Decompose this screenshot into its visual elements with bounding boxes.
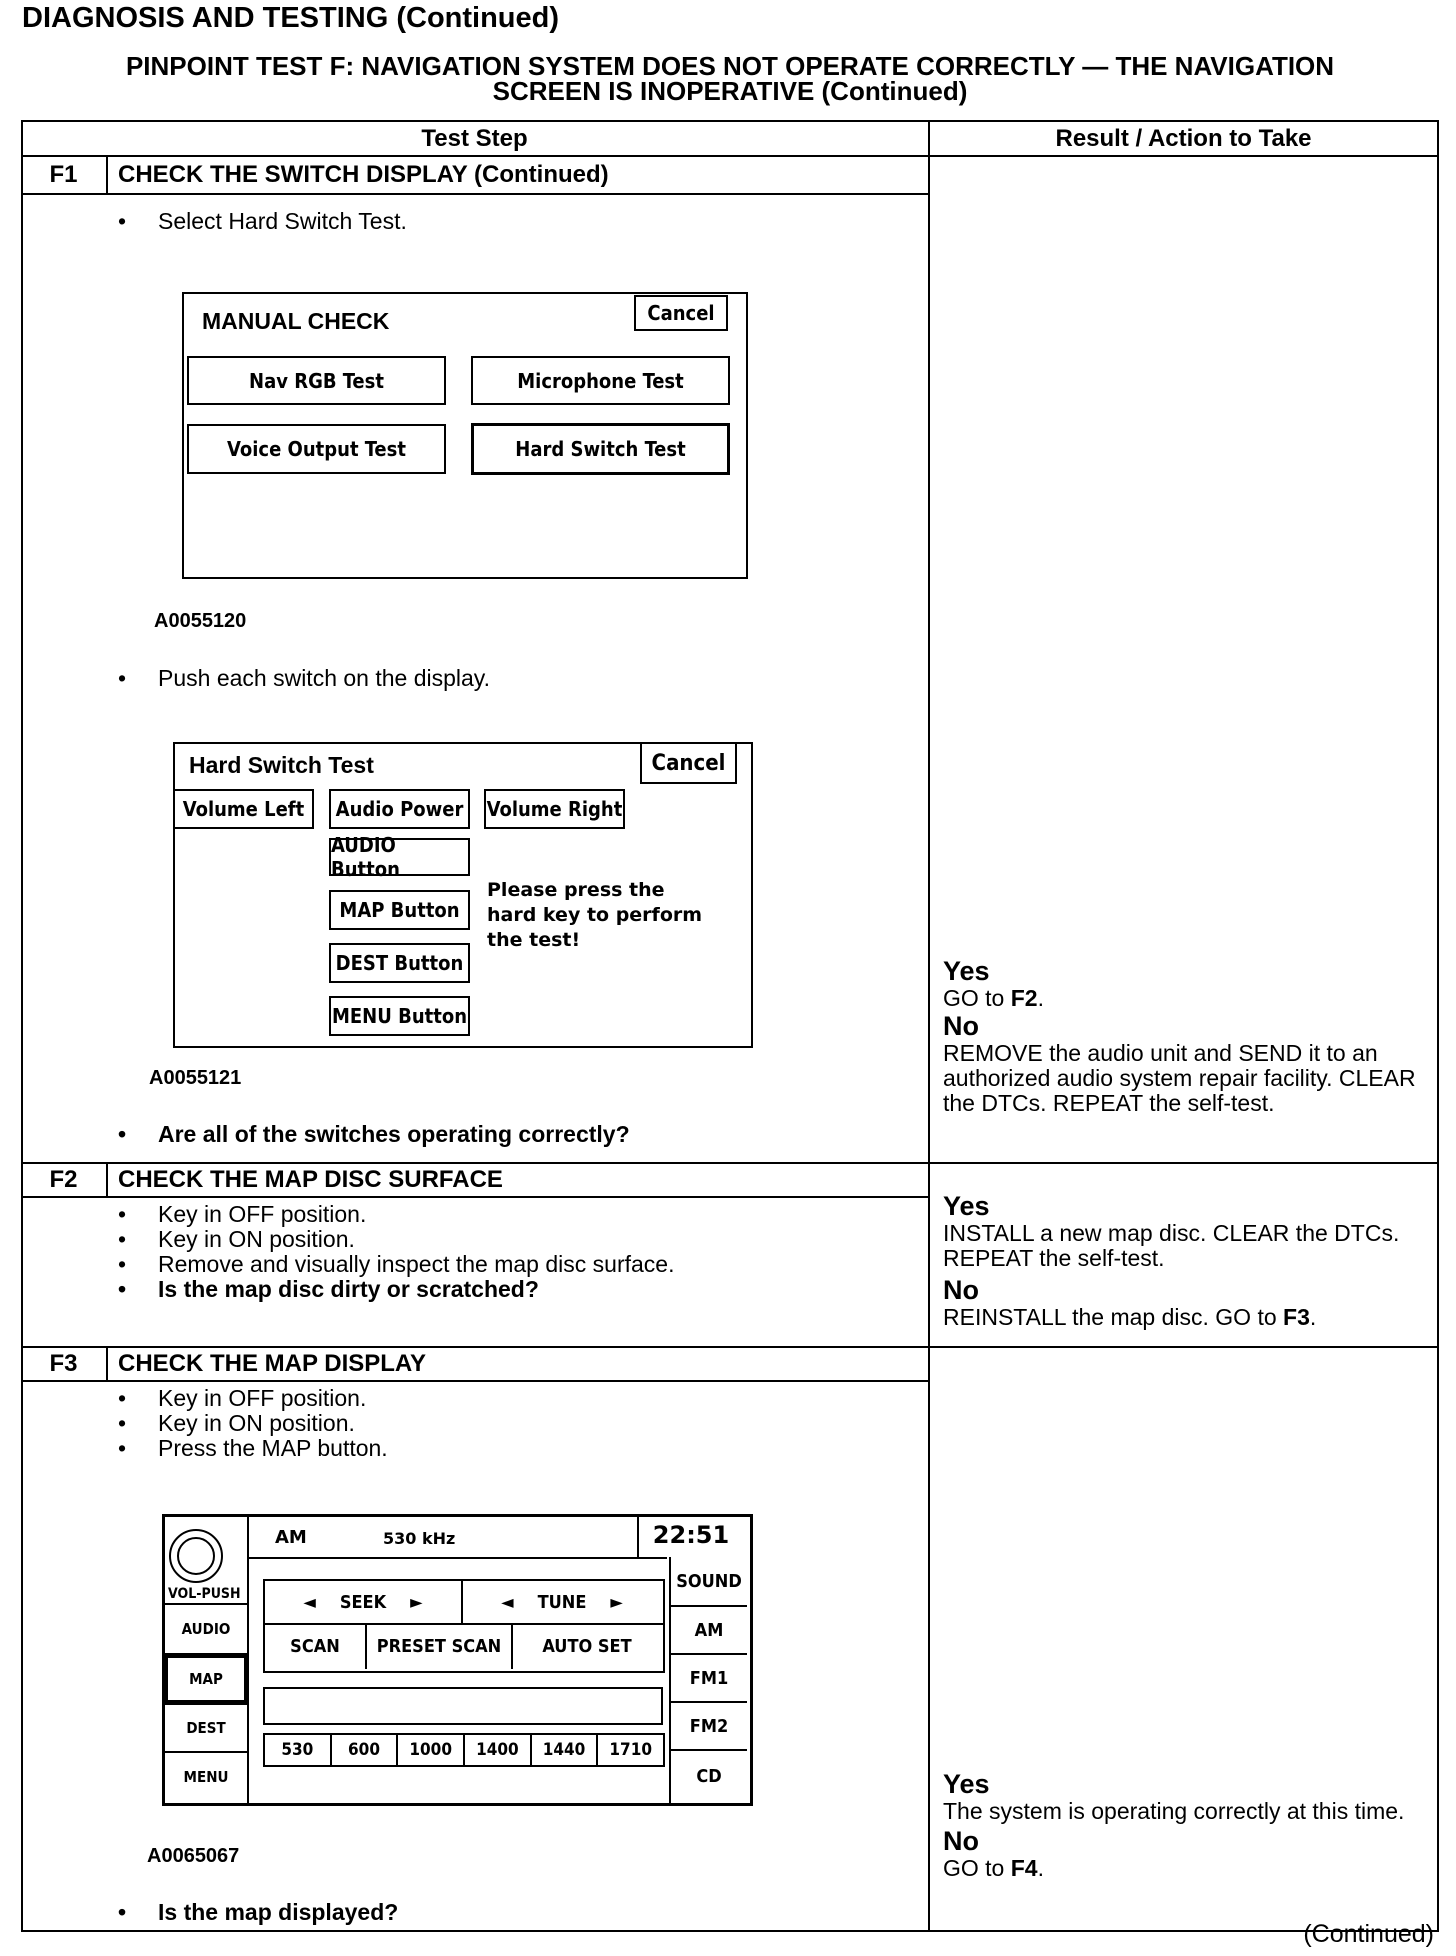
am-button[interactable]: AM xyxy=(671,1607,747,1653)
figure-id: A0065067 xyxy=(147,1845,240,1867)
scan-button[interactable]: SCAN xyxy=(265,1625,365,1667)
band-indicator: AM xyxy=(275,1527,307,1548)
f1-step-list-2 xyxy=(118,666,490,691)
yes-action: GO to F2. xyxy=(943,985,1044,1011)
divider xyxy=(247,1517,249,1803)
manual-check-screen xyxy=(182,292,748,579)
tune-button[interactable]: ◄ TUNE ► xyxy=(463,1581,661,1623)
list-item: • Push each switch on the display. xyxy=(118,666,490,691)
tune-down-icon: ◄ xyxy=(501,1591,514,1613)
nav-rgb-test-button[interactable]: Nav RGB Test xyxy=(187,356,446,405)
preset-button[interactable]: 1400 xyxy=(465,1735,532,1765)
no-label: No xyxy=(943,1011,979,1041)
step-link-f2[interactable]: F2 xyxy=(1010,985,1038,1011)
step-title-f1: CHECK THE SWITCH DISPLAY (Continued) xyxy=(118,161,609,188)
microphone-test-button[interactable]: Microphone Test xyxy=(471,356,730,405)
hard-switch-title: Hard Switch Test xyxy=(189,752,374,778)
list-item: • Key in OFF position. xyxy=(118,1386,388,1411)
f3-question xyxy=(118,1900,398,1925)
continued-label: (Continued) xyxy=(1303,1920,1434,1948)
list-item: • Is the map disc dirty or scratched? xyxy=(118,1277,674,1302)
clock-display: 22:51 xyxy=(652,1521,730,1549)
figure-id: A0055121 xyxy=(149,1067,242,1089)
no-label: No xyxy=(943,1826,979,1856)
preset-row xyxy=(263,1733,665,1767)
f2-result xyxy=(943,1191,1423,1330)
seek-back-icon: ◄ xyxy=(303,1591,316,1613)
no-action: REMOVE the audio unit and SEND it to an authorized audio system repair facility. CLEAR the DTCs. REPEAT the self-test. xyxy=(943,1040,1416,1116)
col-header-result: Result / Action to Take xyxy=(1055,125,1312,152)
map-button[interactable]: MAP Button xyxy=(329,890,470,930)
preset-button[interactable]: 600 xyxy=(332,1735,399,1765)
f1-question xyxy=(118,1122,630,1147)
f2-step-list xyxy=(118,1202,674,1302)
yes-action: The system is operating correctly at this time. xyxy=(943,1798,1405,1824)
manual-check-title: MANUAL CHECK xyxy=(202,308,390,334)
f3-result xyxy=(943,1769,1423,1881)
step-link-f4[interactable]: F4 xyxy=(1010,1855,1038,1881)
list-item: • Key in ON position. xyxy=(118,1227,674,1252)
volume-left-button[interactable]: Volume Left xyxy=(173,789,314,829)
voice-output-test-button[interactable]: Voice Output Test xyxy=(187,424,446,474)
vol-push-label: VOL-PUSH xyxy=(168,1586,241,1602)
no-action: GO to F4. xyxy=(943,1855,1044,1881)
preset-scan-button[interactable]: PRESET SCAN xyxy=(367,1625,511,1667)
preset-button[interactable]: 530 xyxy=(265,1735,332,1765)
auto-set-button[interactable]: AUTO SET xyxy=(513,1625,661,1667)
sound-button[interactable]: SOUND xyxy=(671,1557,747,1605)
f1-result xyxy=(943,956,1423,1116)
audio-button[interactable]: AUDIO xyxy=(165,1605,247,1653)
step-id-f3: F3 xyxy=(49,1350,78,1377)
preset-button[interactable]: 1710 xyxy=(598,1735,663,1765)
seek-button[interactable]: ◄ SEEK ► xyxy=(265,1581,461,1623)
yes-label: Yes xyxy=(943,956,990,986)
dest-button[interactable]: DEST Button xyxy=(329,943,470,983)
step-link-f3[interactable]: F3 xyxy=(1283,1304,1310,1330)
volume-knob-icon[interactable] xyxy=(169,1529,223,1583)
list-item: • Are all of the switches operating correctly? xyxy=(118,1122,630,1147)
no-action: REINSTALL the map disc. GO to F3. xyxy=(943,1304,1317,1330)
step-id-f1: F1 xyxy=(49,161,78,188)
list-item: • Is the map displayed? xyxy=(118,1900,398,1925)
page-title: DIAGNOSIS AND TESTING (Continued) xyxy=(22,2,560,34)
tune-up-icon: ► xyxy=(610,1591,623,1613)
f1-step-list-1 xyxy=(118,209,407,234)
seek-forward-icon: ► xyxy=(410,1591,423,1613)
yes-action: INSTALL a new map disc. CLEAR the DTCs. REPEAT the self-test. xyxy=(943,1220,1400,1271)
hard-switch-test-screen xyxy=(173,742,753,1048)
preset-button[interactable]: 1440 xyxy=(532,1735,599,1765)
volume-right-button[interactable]: Volume Right xyxy=(484,789,625,829)
cancel-button[interactable]: Cancel xyxy=(640,742,737,784)
hard-switch-message: Please press the hard key to perform the test! xyxy=(487,879,703,951)
fm1-button[interactable]: FM1 xyxy=(671,1655,747,1701)
audio-button[interactable]: AUDIO Button xyxy=(329,838,470,876)
list-item: • Key in OFF position. xyxy=(118,1202,674,1227)
radio-display-panel xyxy=(162,1514,753,1806)
map-button[interactable]: MAP xyxy=(165,1655,247,1703)
preset-button[interactable]: 1000 xyxy=(398,1735,465,1765)
step-title-f3: CHECK THE MAP DISPLAY xyxy=(118,1350,427,1377)
frequency-display: 530 kHz xyxy=(383,1529,456,1548)
cd-button[interactable]: CD xyxy=(671,1751,747,1801)
fm2-button[interactable]: FM2 xyxy=(671,1703,747,1749)
no-label: No xyxy=(943,1275,979,1305)
yes-label: Yes xyxy=(943,1769,990,1799)
step-title-f2: CHECK THE MAP DISC SURFACE xyxy=(118,1166,503,1193)
menu-button[interactable]: MENU Button xyxy=(329,996,470,1036)
pinpoint-test-title: PINPOINT TEST F: NAVIGATION SYSTEM DOES NOT OPERATE CORRECTLY — THE NAVIGATION SCREEN IS INOPERATIVE (Continued) xyxy=(125,51,1335,106)
hard-switch-test-button[interactable]: Hard Switch Test xyxy=(471,423,730,475)
list-item: • Key in ON position. xyxy=(118,1411,388,1436)
list-item: • Select Hard Switch Test. xyxy=(118,209,407,234)
step-id-f2: F2 xyxy=(49,1166,78,1193)
figure-id: A0055120 xyxy=(154,610,247,632)
list-item: • Remove and visually inspect the map disc surface. xyxy=(118,1252,674,1277)
list-item: • Press the MAP button. xyxy=(118,1436,388,1461)
col-header-test-step: Test Step xyxy=(421,125,528,152)
audio-power-button[interactable]: Audio Power xyxy=(329,789,470,829)
dest-button[interactable]: DEST xyxy=(165,1705,247,1751)
menu-button[interactable]: MENU xyxy=(165,1753,247,1801)
f3-step-list xyxy=(118,1386,388,1461)
cancel-button[interactable]: Cancel xyxy=(634,295,728,331)
info-bar xyxy=(263,1687,663,1725)
yes-label: Yes xyxy=(943,1191,990,1221)
